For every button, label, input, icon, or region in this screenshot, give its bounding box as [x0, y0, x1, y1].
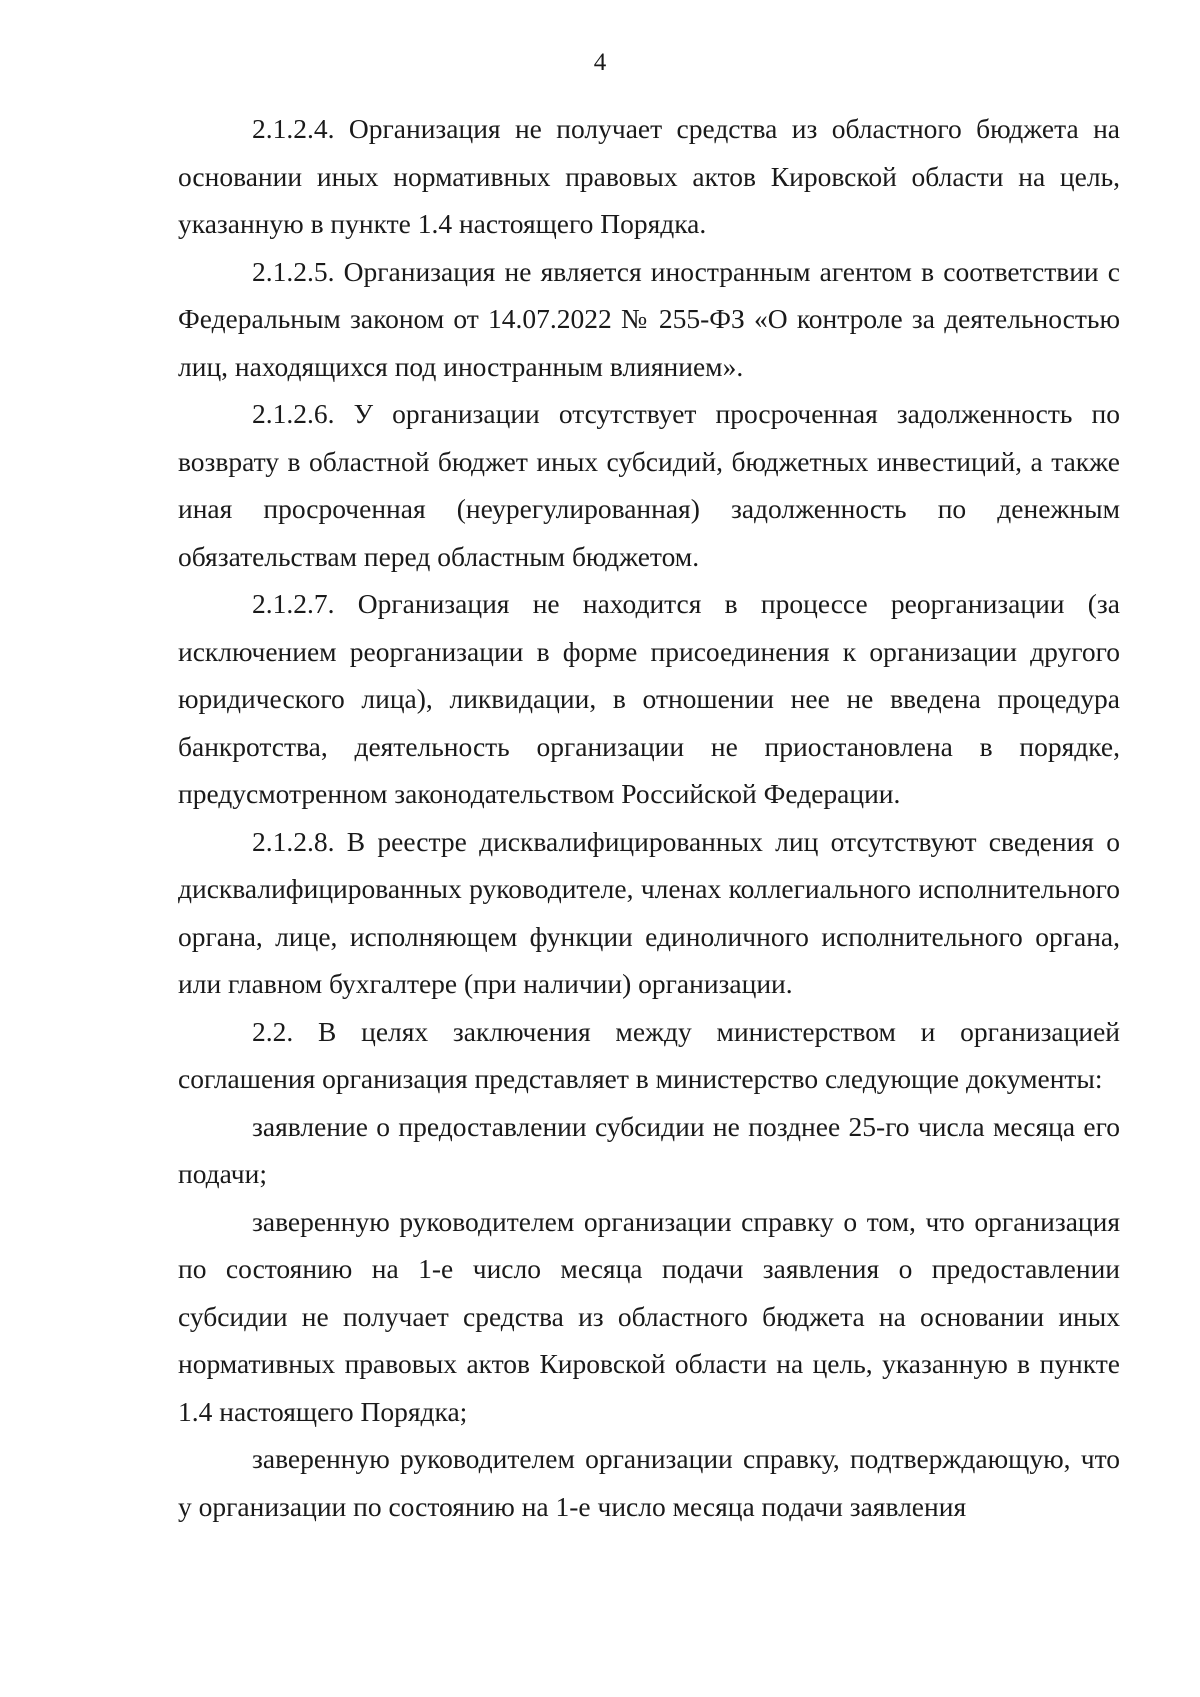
paragraph-2-1-2-4: 2.1.2.4. Организация не получает средства из областного бюджета на основании иных нормативных правовых актов Кировской области на цель, указанную в пункте 1.4 настоящего Порядка.: [178, 113, 1120, 239]
paragraph-2-1-2-5: 2.1.2.5. Организация не является иностранным агентом в соответствии с Федеральным законом от 14.07.2022 № 255-ФЗ «О контроле за деятельностью лиц, находящихся под иностранным влиянием».: [178, 255, 1120, 382]
paragraph-2-1-2-6: 2.1.2.6. У организации отсутствует просроченная задолженность по возврату в областной бюджет иных субсидий, бюджетных инвестиций, а также иная просроченная (неурегулированная) задолженность по денежным обязательствам перед областным бюджетом.: [178, 398, 1120, 572]
paragraph-2-1-2-8: 2.1.2.8. В реестре дисквалифицированных лиц отсутствуют сведения о дисквалифицированных руководителе, членах коллегиального исполнительного органа, лице, исполняющем функции единоличного исполнительного органа, или главном бухгалтере (при наличии) организации.: [178, 825, 1120, 999]
paragraph-2-1-2-7: 2.1.2.7. Организация не находится в процессе реорганизации (за исключением реорганизации в форме присоединения к организации другого юридического лица), ликвидации, в отношении нее не введена процедура банкротства, деятельность организации не приостановлена в порядке, предусмотренном законодательством Российской Федерации.: [178, 588, 1120, 809]
list-item-application: заявление о предоставлении субсидии не позднее 25-го числа месяца его подачи;: [178, 1110, 1120, 1189]
list-item-certificate-debt: заверенную руководителем организации справку, подтверждающую, что у организации по состоянию на 1-е число месяца подачи заявления: [178, 1443, 1120, 1522]
list-item-certificate-funds: заверенную руководителем организации справку о том, что организация по состоянию на 1-е число месяца подачи заявления о предоставлении субсидии не получает средства из областного бюджета на основании иных нормативных правовых актов Кировской области на цель, указанную в пункте 1.4 настоящего Порядка;: [178, 1205, 1120, 1427]
paragraph-2-2: 2.2. В целях заключения между министерством и организацией соглашения организация представляет в министерство следующие документы:: [178, 1015, 1120, 1094]
document-body: [178, 105, 1120, 1530]
page-number: 4: [593, 49, 607, 76]
